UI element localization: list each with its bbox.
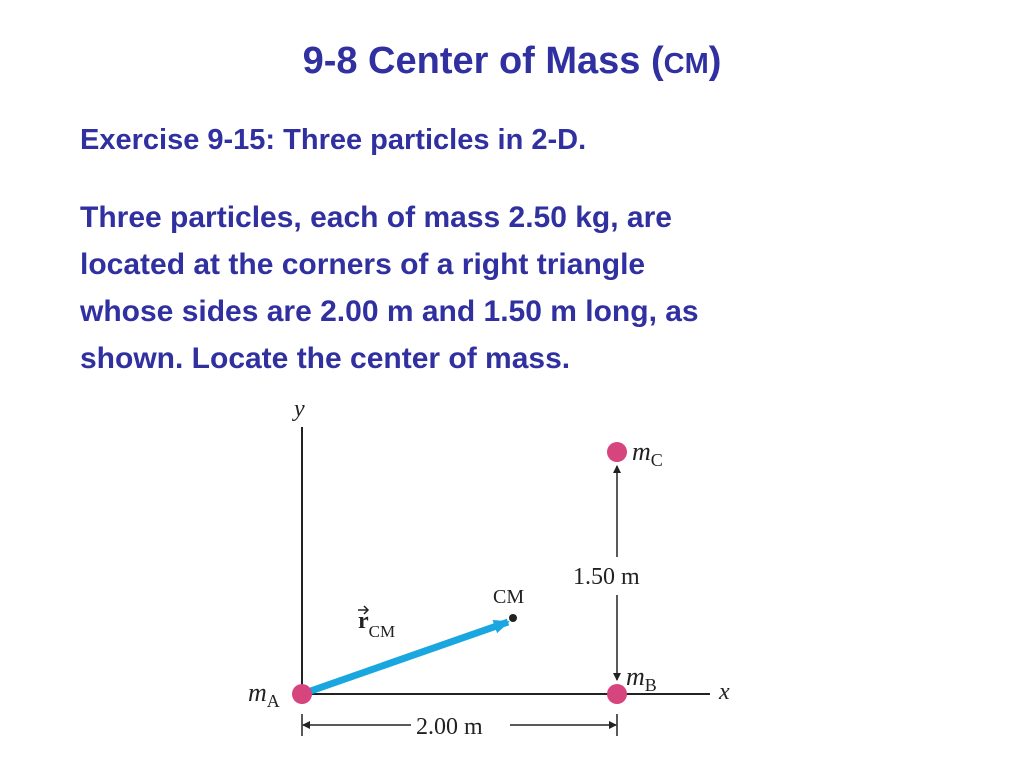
exercise-heading: Exercise 9-15: Three particles in 2-D. bbox=[80, 124, 587, 156]
r-cm-subscript: CM bbox=[368, 622, 396, 641]
particle-c bbox=[607, 442, 627, 462]
title-main: 9-8 Center of Mass ( bbox=[302, 40, 664, 82]
title-abbrev: CM bbox=[663, 48, 709, 80]
cm-label: CM bbox=[493, 586, 525, 608]
mass-b-label: $m_B$ bbox=[626, 662, 657, 695]
r-cm-label: $r_{CM}$ bbox=[358, 608, 396, 641]
x-axis-label: x bbox=[719, 679, 730, 705]
problem-line-2: located at the corners of a right triangle bbox=[80, 248, 646, 281]
y-axis-label: y bbox=[294, 396, 305, 422]
problem-line-4: shown. Locate the center of mass. bbox=[80, 342, 571, 375]
problem-line-3: whose sides are 2.00 m and 1.50 m long, as bbox=[80, 295, 699, 328]
horizontal-dimension-label: 2.00 m bbox=[416, 714, 483, 740]
vertical-dimension-label: 1.50 m bbox=[573, 564, 640, 590]
mass-a-label: $m_A$ bbox=[248, 678, 280, 711]
r-cm-vector bbox=[302, 622, 508, 694]
title-close: ) bbox=[708, 40, 722, 82]
particle-b bbox=[607, 684, 627, 704]
center-of-mass-point bbox=[509, 614, 517, 622]
particle-a bbox=[292, 684, 312, 704]
problem-line-1: Three particles, each of mass 2.50 kg, are bbox=[80, 201, 672, 234]
mass-c-label: $m_C$ bbox=[632, 437, 663, 470]
